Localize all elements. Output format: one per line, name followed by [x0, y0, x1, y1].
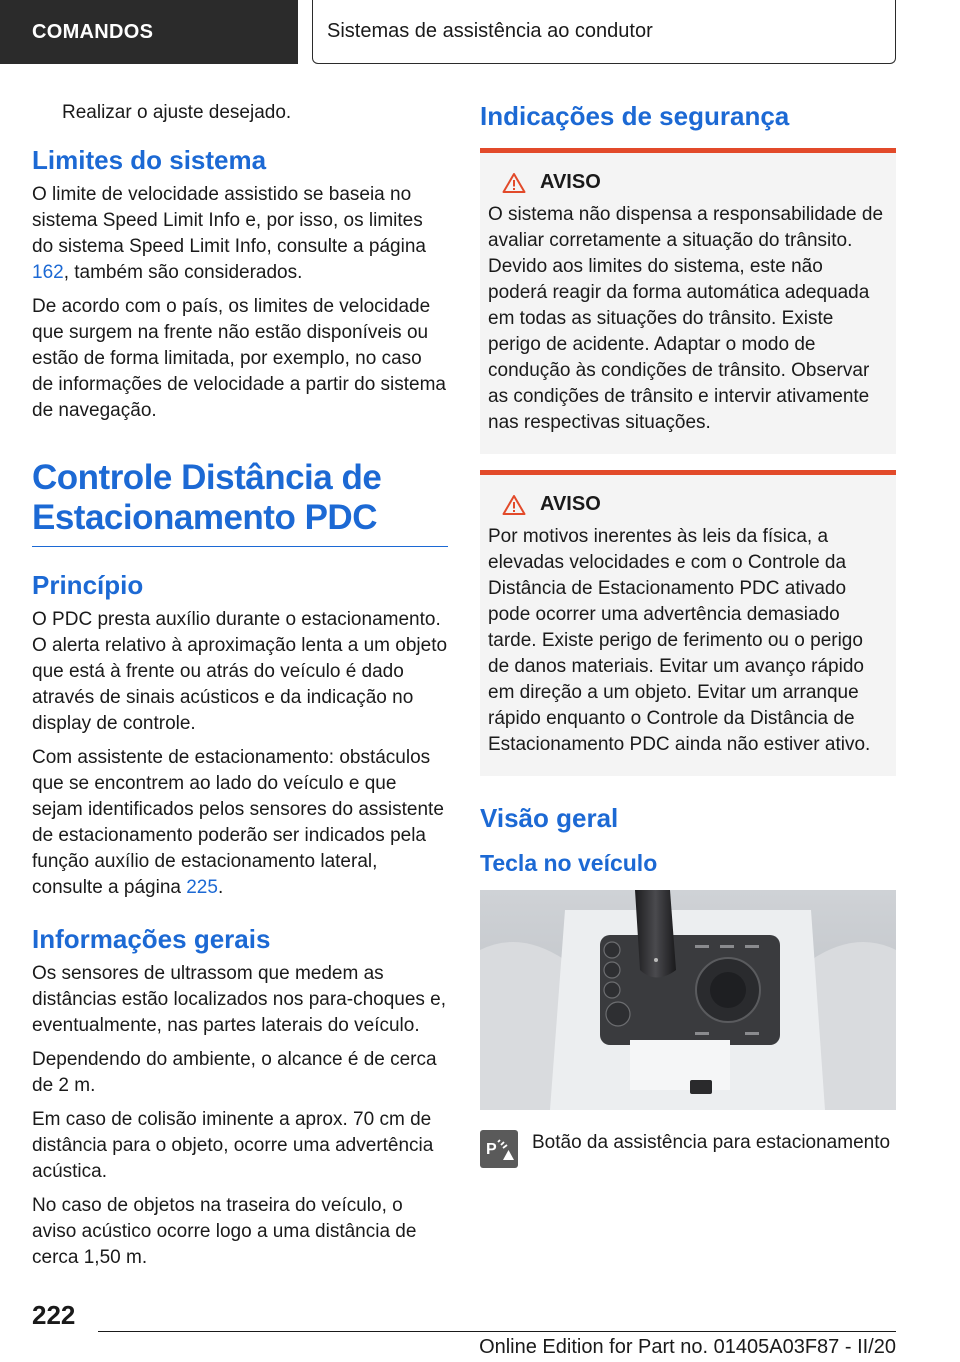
page-header [0, 0, 960, 64]
warning-triangle-icon [502, 494, 526, 516]
limits-heading: Limites do sistema [32, 145, 267, 175]
warning-text-1: O sistema não dispensa a responsabilidade de avaliar corretamente a situação do trânsito. Devido aos limites do sistema, este não poderá reagir da forma automática adequada em todas as situações do trânsito. Existe perigo de acidente. Adaptar o modo de condução às condições de trânsito. Observar as condições de trânsito e intervir ativamente nas respectivas situações. [488, 204, 884, 433]
general-heading: Informações gerais [32, 924, 271, 954]
pdc-heading: Controle Distância de Estacionamento PDC [32, 458, 382, 537]
safety-heading: Indicações de segurança [480, 101, 790, 131]
limits-paragraph-2: De acordo com o país, os limites de velocidade que surgem na frente não estão disponíveis ou estão de forma limitada, por exemplo, no caso de informações de velocidade a partir do sistema de navegação. [32, 296, 447, 421]
svg-text:P: P [486, 1141, 497, 1158]
button-heading: Tecla no veículo [480, 850, 658, 876]
warning-box-2 [480, 470, 896, 776]
general-paragraph-3: Em caso de colisão iminente a aprox. 70 cm de distância para o objeto, ocorre uma advertência acústica. [32, 1109, 434, 1182]
principle-paragraph-2: Com assistente de estacionamento: obstáculos que se encontrem ao lado do veículo e que sejam identificados pelos sensores do assistente de estacionamento poderão ser indicados pela função auxílio de estacionamento lateral, consulte a página 225. [32, 747, 444, 898]
pdc-heading-block [32, 458, 448, 547]
warning-title-1: AVISO [488, 171, 884, 194]
principle-heading: Princípio [32, 570, 144, 600]
chapter-tab: Sistemas de assistência ao condutor [312, 0, 896, 64]
photo-caption: Botão da assistência para estacionamento [532, 1132, 891, 1153]
general-paragraph-4: No caso de objetos na traseira do veículo, o aviso acústico ocorre logo a uma distância de cerca 1,50 m. [32, 1195, 417, 1268]
page-link-225[interactable]: 225 [186, 877, 218, 898]
page-link-162[interactable]: 162 [32, 262, 64, 283]
principle-paragraph-1: O PDC presta auxílio durante o estacionamento. O alerta relativo à aproximação lenta a um objeto que está à frente ou atrás do veículo é dado através de sinais acústicos e da indicação no display de controle. [32, 609, 448, 734]
page-number: 222 [32, 1300, 76, 1330]
parking-assistant-button-icon [480, 1130, 518, 1168]
warning-triangle-icon [502, 172, 526, 194]
left-column [32, 100, 448, 1279]
center-console-photo [480, 890, 896, 1110]
edition-info: Online Edition for Part no. 01405A03F87 - II/20 [479, 1336, 896, 1358]
warning-title-2: AVISO [488, 493, 884, 516]
general-paragraph-2: Dependendo do ambiente, o alcance é de cerca de 2 m. [32, 1049, 437, 1096]
footer-divider [98, 1331, 896, 1332]
general-paragraph-1: Os sensores de ultrassom que medem as distâncias estão localizados nos para-choques e, eventualmente, nas partes laterais do veículo. [32, 963, 447, 1036]
caption-row [480, 1130, 896, 1168]
limits-paragraph-1: O limite de velocidade assistido se baseia no sistema Speed Limit Info e, por isso, os limites do sistema Speed Limit Info, consulte a página 162, também são considerados. [32, 184, 426, 283]
warning-text-2: Por motivos inerentes às leis da física, a elevadas velocidades e com o Controle da Distância de Estacionamento PDC ativado pode ocorrer uma advertência demasiado tarde. Existe perigo de ferimento ou o perigo de danos materiais. Evitar um avanço rápido em direção a um objeto. Evitar um arranque rápido enquanto o Controle da Distância de Estacionamento PDC ainda não estiver ativo. [488, 526, 871, 755]
warning-box-1 [480, 148, 896, 454]
right-column [480, 100, 896, 1168]
overview-heading: Visão geral [480, 803, 619, 833]
intro-text: Realizar o ajuste desejado. [62, 102, 292, 123]
section-tab: COMANDOS [0, 0, 298, 64]
